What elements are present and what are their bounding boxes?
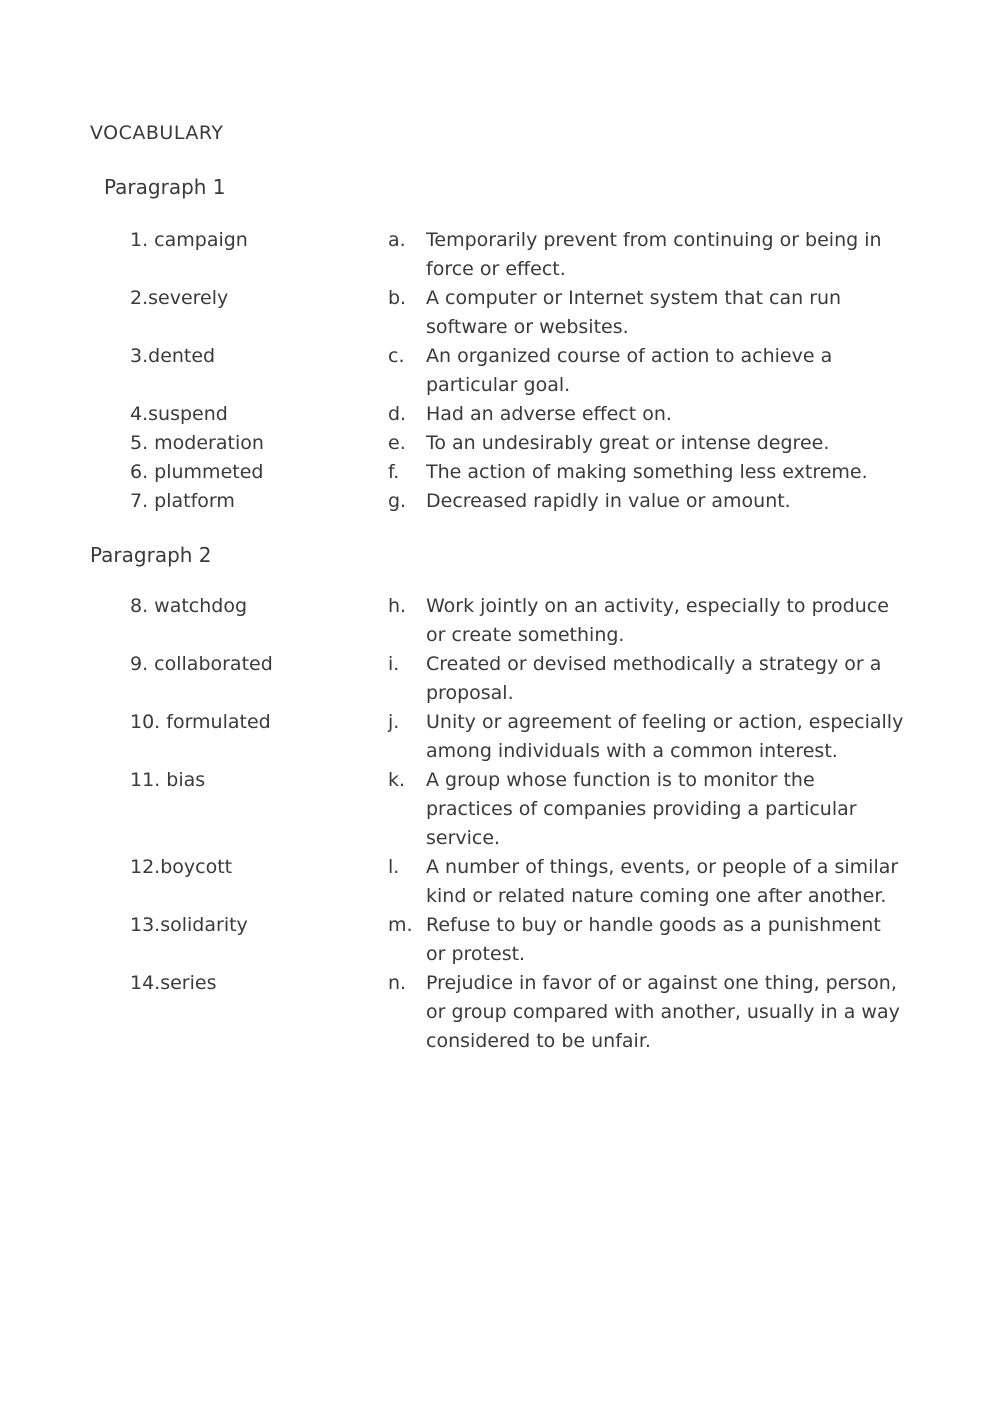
vocab-definition: Prejudice in favor of or against one thing, person, or group compared with another, usually in a way considered to be unfair. xyxy=(426,972,900,1052)
definition-letter: f. xyxy=(388,461,400,483)
vocab-term: 1. campaign xyxy=(130,229,248,251)
definition-letter: e. xyxy=(388,432,406,454)
vocab-list-paragraph-1 xyxy=(130,226,910,516)
vocab-row xyxy=(130,650,910,708)
vocab-row xyxy=(130,853,910,911)
vocab-term: 7. platform xyxy=(130,490,235,512)
vocab-definition: Decreased rapidly in value or amount. xyxy=(426,490,791,512)
vocab-definition: Unity or agreement of feeling or action, especially among individuals with a common interest. xyxy=(426,711,904,762)
definition-letter: k. xyxy=(388,769,406,791)
vocab-definition: Created or devised methodically a strategy or a proposal. xyxy=(426,653,882,704)
vocab-row xyxy=(130,592,910,650)
vocab-row xyxy=(130,766,910,853)
vocab-definition: Work jointly on an activity, especially to produce or create something. xyxy=(426,595,889,646)
vocab-definition: Had an adverse effect on. xyxy=(426,403,672,425)
definition-letter: l. xyxy=(388,856,400,878)
section-heading-paragraph-2: Paragraph 2 xyxy=(90,543,212,567)
vocab-row xyxy=(130,969,910,1056)
vocab-row xyxy=(130,226,910,284)
vocab-term: 5. moderation xyxy=(130,432,264,454)
vocab-term: 6. plummeted xyxy=(130,461,264,483)
vocab-term: 9. collaborated xyxy=(130,653,273,675)
vocab-row xyxy=(130,400,910,429)
vocab-row xyxy=(130,284,910,342)
vocab-definition: A computer or Internet system that can run software or websites. xyxy=(426,287,842,338)
definition-letter: c. xyxy=(388,345,405,367)
definition-letter: i. xyxy=(388,653,400,675)
vocab-row xyxy=(130,911,910,969)
vocab-term: 4.suspend xyxy=(130,403,228,425)
definition-letter: j. xyxy=(388,711,400,733)
definition-letter: g. xyxy=(388,490,407,512)
vocab-row xyxy=(130,708,910,766)
definition-letter: b. xyxy=(388,287,407,309)
definition-letter: a. xyxy=(388,229,406,251)
section-heading-paragraph-1: Paragraph 1 xyxy=(104,175,226,199)
vocab-term: 8. watchdog xyxy=(130,595,248,617)
definition-letter: h. xyxy=(388,595,407,617)
vocab-definition: A number of things, events, or people of a similar kind or related nature coming one after another. xyxy=(426,856,899,907)
vocab-definition: To an undesirably great or intense degree. xyxy=(426,432,830,454)
vocab-term: 10. formulated xyxy=(130,711,271,733)
vocab-term: 2.severely xyxy=(130,287,229,309)
vocab-row xyxy=(130,342,910,400)
vocab-definition: Refuse to buy or handle goods as a punishment or protest. xyxy=(426,914,881,965)
vocab-term: 11. bias xyxy=(130,769,206,791)
vocab-definition: Temporarily prevent from continuing or being in force or effect. xyxy=(426,229,882,280)
definition-letter: n. xyxy=(388,972,407,994)
page-title: VOCABULARY xyxy=(90,122,224,144)
vocab-term: 13.solidarity xyxy=(130,914,248,936)
definition-letter: d. xyxy=(388,403,407,425)
vocab-definition: The action of making something less extreme. xyxy=(426,461,868,483)
vocab-row xyxy=(130,429,910,458)
vocab-row xyxy=(130,458,910,487)
vocab-list-paragraph-2 xyxy=(130,592,910,1056)
vocab-definition: An organized course of action to achieve a particular goal. xyxy=(426,345,833,396)
definition-letter: m. xyxy=(388,914,413,936)
vocab-term: 14.series xyxy=(130,972,217,994)
vocab-definition: A group whose function is to monitor the practices of companies providing a particular service. xyxy=(426,769,857,849)
vocab-row xyxy=(130,487,910,516)
vocab-term: 12.boycott xyxy=(130,856,233,878)
vocab-term: 3.dented xyxy=(130,345,216,367)
